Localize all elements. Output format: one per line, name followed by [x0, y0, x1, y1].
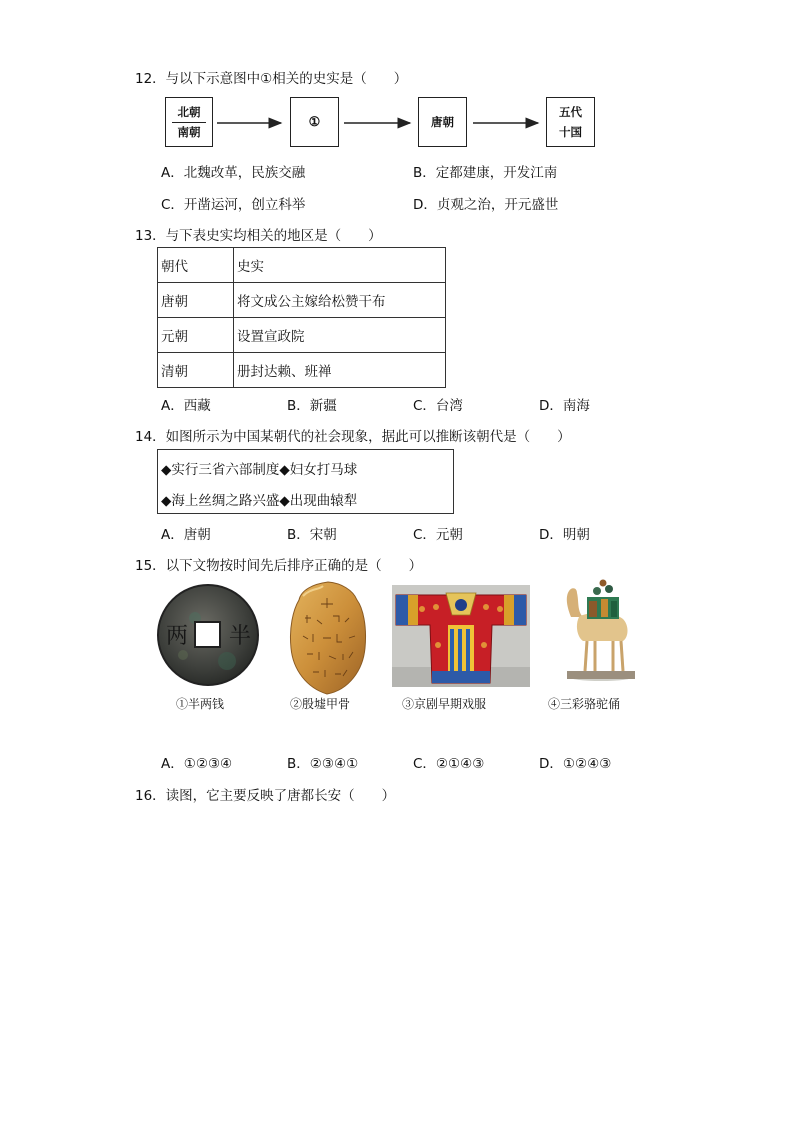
table-cell: 将文成公主嫁给松赞干布 [234, 283, 446, 318]
table-cell: 元朝 [158, 318, 234, 353]
q14-stem: 14．如图所示为中国某朝代的社会现象，据此可以推断该朝代是（ ） [135, 429, 571, 445]
flow-box-2-label: ① [308, 114, 321, 130]
q13-option-d[interactable]: D．南海 [539, 398, 590, 414]
artifact-caption-4: ④三彩骆驼俑 [548, 697, 621, 711]
social-phenomena-box [157, 449, 454, 514]
flow-box-tang [418, 97, 467, 147]
q16-stem: 16．读图，它主要反映了唐都长安（ ） [135, 788, 396, 804]
q13-stem: 13．与下表史实均相关的地区是（ ） [135, 228, 382, 244]
artifact-caption-2: ②殷墟甲骨 [290, 697, 351, 711]
q12-option-d[interactable]: D．贞观之治，开元盛世 [413, 197, 559, 213]
table-cell: 唐朝 [158, 283, 234, 318]
table-row [158, 283, 446, 318]
q15-option-c[interactable]: C．②①④③ [413, 756, 485, 772]
flow-box-1-bottom: 南朝 [177, 124, 201, 139]
flow-box-five-dynasties [546, 97, 595, 147]
artifact-caption-1: ①半两钱 [176, 697, 225, 711]
table-header-cell: 朝代 [158, 248, 234, 283]
table-header-cell: 史实 [234, 248, 446, 283]
q13-option-b[interactable]: B．新疆 [287, 398, 337, 414]
q13-option-c[interactable]: C．台湾 [413, 398, 463, 414]
table-row [158, 353, 446, 388]
history-table [157, 247, 446, 388]
q15-option-a[interactable]: A．①②③④ [161, 756, 233, 772]
q12-stem: 12．与以下示意图中①相关的史实是（ ） [135, 71, 408, 87]
q14-option-c[interactable]: C．元朝 [413, 527, 463, 543]
q13-option-a[interactable]: A．西藏 [161, 398, 211, 414]
flow-box-3-label: 唐朝 [431, 114, 454, 129]
table-row [158, 318, 446, 353]
sancai-camel-image [557, 577, 639, 687]
q15-option-d[interactable]: D．①②④③ [539, 756, 612, 772]
phenomena-line-2: ◆海上丝绸之路兴盛◆出现曲辕犁 [161, 493, 358, 509]
phenomena-line-1: ◆实行三省六部制度◆妇女打马球 [161, 462, 358, 478]
q14-option-d[interactable]: D．明朝 [539, 527, 590, 543]
flow-box-4-bottom: 十国 [559, 124, 582, 139]
opera-costume-image [392, 585, 530, 687]
table-cell: 清朝 [158, 353, 234, 388]
q12-option-b[interactable]: B．定都建康，开发江南 [413, 165, 558, 181]
oracle-bone-image [283, 578, 373, 698]
q12-option-a[interactable]: A．北魏改革，民族交融 [161, 165, 306, 181]
q15-option-b[interactable]: B．②③④① [287, 756, 359, 772]
coin-char-left: 两 [165, 624, 189, 649]
flow-box-1-top: 北朝 [177, 104, 201, 119]
table-cell: 设置宣政院 [234, 318, 446, 353]
ban-liang-coin-image [155, 583, 265, 693]
table-cell: 册封达赖、班禅 [234, 353, 446, 388]
flow-box-4-top: 五代 [559, 104, 582, 119]
q14-option-b[interactable]: B．宋朝 [287, 527, 337, 543]
q15-stem: 15．以下文物按时间先后排序正确的是（ ） [135, 558, 423, 574]
q12-option-c[interactable]: C．开凿运河，创立科举 [161, 197, 306, 213]
artifact-caption-3: ③京剧早期戏服 [402, 697, 487, 711]
coin-char-right: 半 [228, 624, 252, 649]
q14-option-a[interactable]: A．唐朝 [161, 527, 211, 543]
flow-box-circled-1 [290, 97, 339, 147]
table-header-row [158, 248, 446, 283]
